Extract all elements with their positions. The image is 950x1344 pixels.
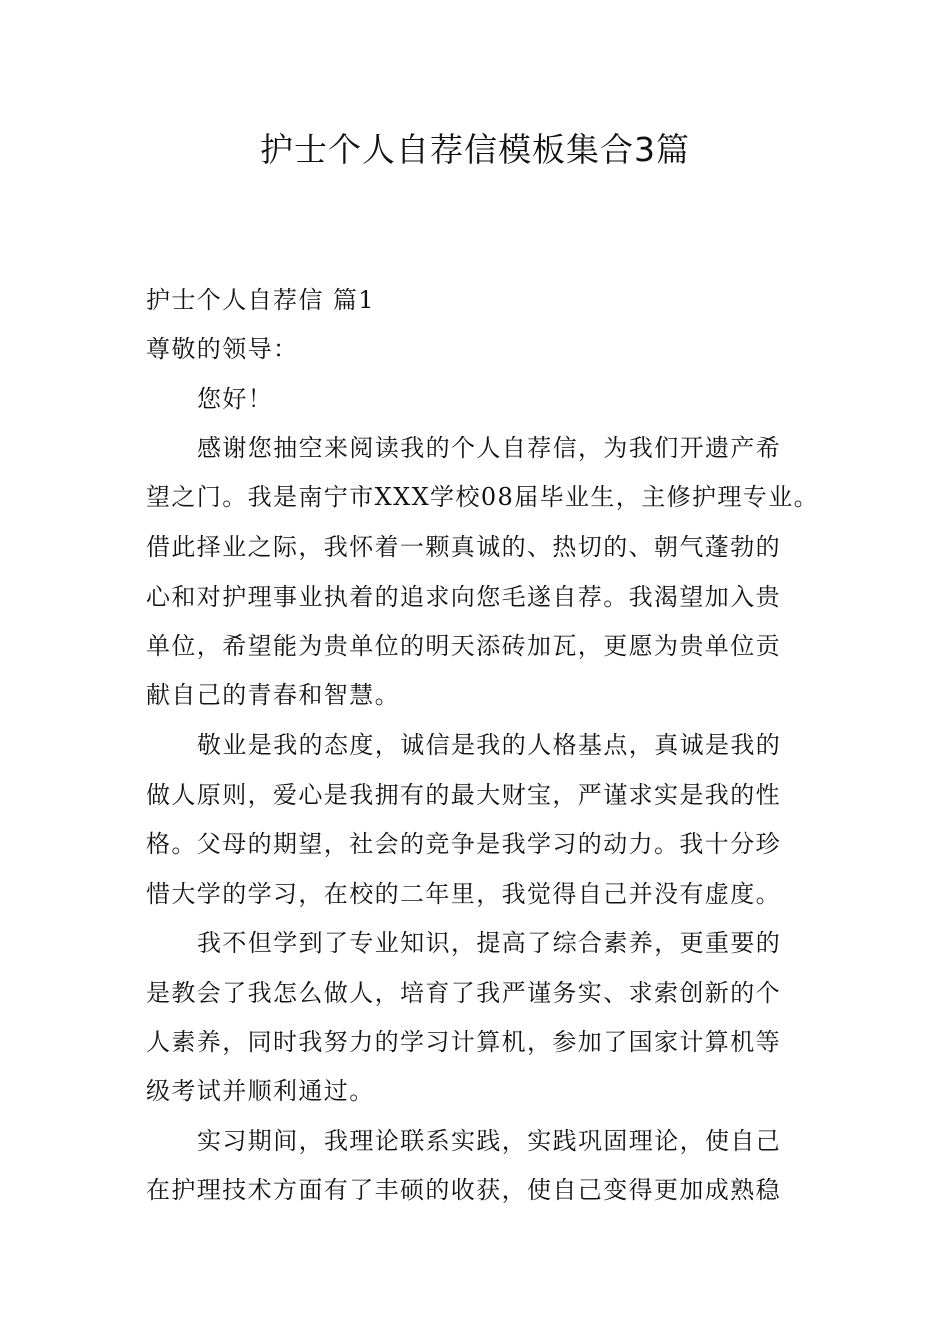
paragraph-line: 感谢您抽空来阅读我的个人自荐信，为我们开遗产希 bbox=[197, 434, 782, 462]
paragraph-line: 单位，希望能为贵单位的明天添砖加瓦，更愿为贵单位贡 bbox=[146, 632, 781, 660]
paragraph-line: 实习期间，我理论联系实践，实践巩固理论，使自己 bbox=[197, 1127, 782, 1155]
salutation: 尊敬的领导： bbox=[146, 335, 299, 363]
paragraph-line: 级考试并顺利通过。 bbox=[146, 1077, 375, 1105]
paragraph-line: 人素养，同时我努力的学习计算机，参加了国家计算机等 bbox=[146, 1028, 781, 1056]
paragraph-line: 心和对护理事业执着的追求向您毛遂自荐。我渴望加入贵 bbox=[146, 583, 781, 611]
paragraph-line: 献自己的青春和智慧。 bbox=[146, 681, 400, 709]
paragraph-line: 做人原则，爱心是我拥有的最大财宝，严谨求实是我的性 bbox=[146, 781, 781, 809]
document-title: 护士个人自荐信模板集合3篇 bbox=[260, 130, 690, 169]
paragraph-line: 借此择业之际，我怀着一颗真诚的、热切的、朝气蓬勃的 bbox=[146, 533, 781, 561]
section-heading: 护士个人自荐信 篇1 bbox=[146, 286, 375, 314]
greeting: 您好！ bbox=[197, 385, 274, 413]
paragraph-line: 在护理技术方面有了丰硕的收获，使自己变得更加成熟稳 bbox=[146, 1176, 781, 1204]
paragraph-line: 敬业是我的态度，诚信是我的人格基点，真诚是我的 bbox=[197, 731, 782, 759]
paragraph-line: 望之门。我是南宁市XXX学校08届毕业生，主修护理专业。 bbox=[146, 483, 819, 511]
paragraph-line: 是教会了我怎么做人，培育了我严谨务实、求索创新的个 bbox=[146, 979, 781, 1007]
paragraph-line: 我不但学到了专业知识，提高了综合素养，更重要的 bbox=[197, 929, 782, 957]
paragraph-line: 惜大学的学习，在校的二年里，我觉得自己并没有虚度。 bbox=[146, 880, 781, 908]
paragraph-line: 格。父母的期望，社会的竞争是我学习的动力。我十分珍 bbox=[146, 830, 781, 858]
